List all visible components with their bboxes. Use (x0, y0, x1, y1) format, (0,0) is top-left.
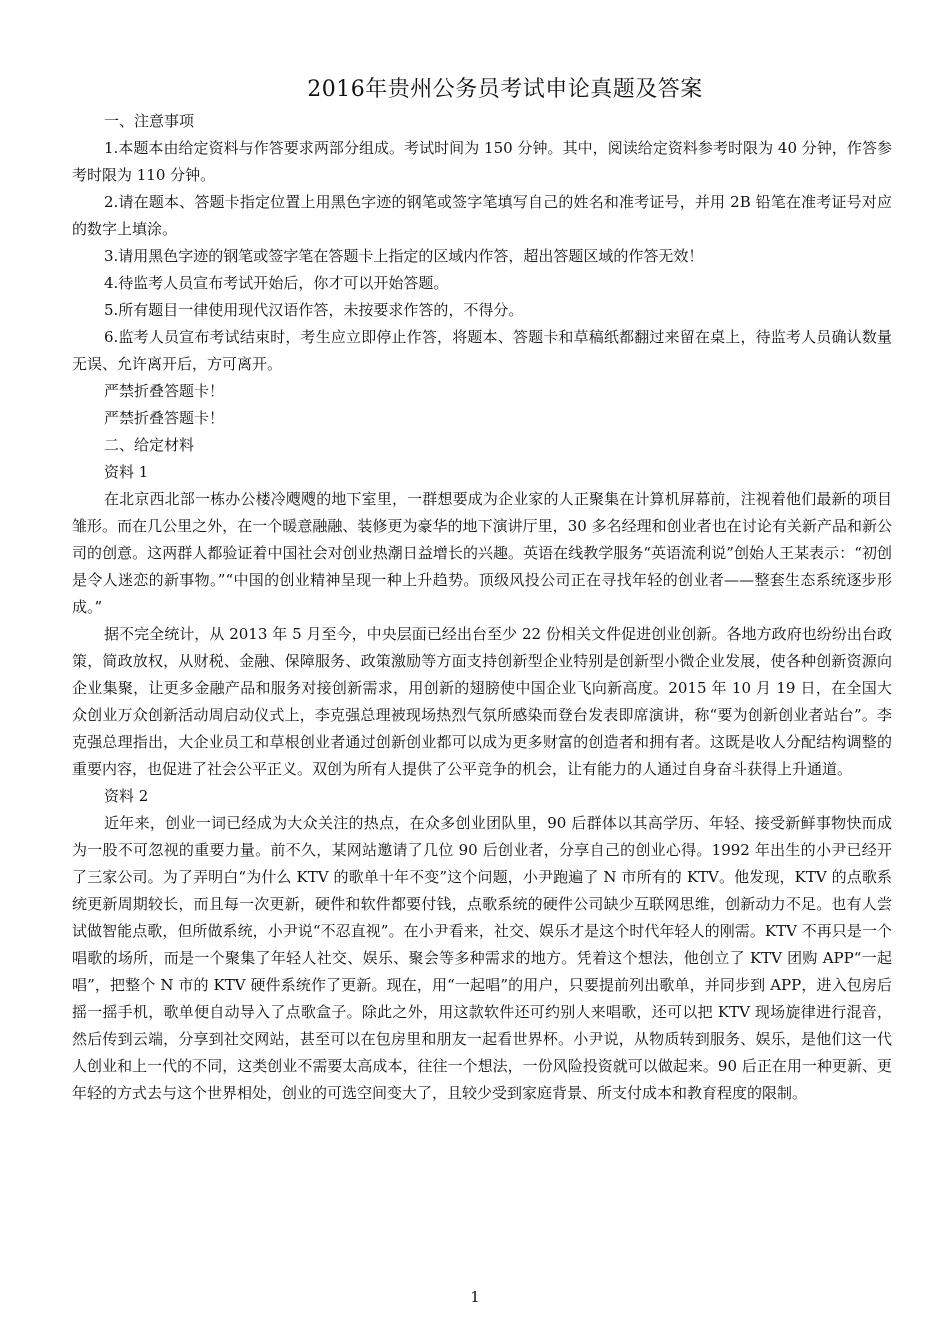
document-body (72, 108, 892, 1107)
note-item: 4.待监考人员宣布考试开始后，你才可以开始答题。 (104, 274, 449, 292)
material-2-heading: 资料 2 (104, 787, 149, 805)
material-1-heading: 资料 1 (104, 463, 149, 481)
material-1-paragraph: 据不完全统计，从 2013 年 5 月至今，中央层面已经出台至少 22 份相关文件促进创业创新。各地方政府也纷纷出台政策，简政放权，从财税、金融、保障服务、政策激励等方面支持创新型企业特别是创新型小微企业发展，使各种创新资源向企业集聚，让更多金融产品和服务对接创新需求，用创新的翅膀使中国企业飞向新高度。2015 年 10 月 19 日，在全国大众创业万众创新活动周启动仪式上，李克强总理被现场热烈气氛所感染而登台发表即席演讲，称“要为创新创业者站台”。李克强总理指出，大企业员工和草根创业者通过创新创业都可以成为更多财富的创造者和拥有者。这既是收人分配结构调整的重要内容，也促进了社会公平正义。双创为所有人提供了公平竞争的机会，让有能力的人通过自身奋斗获得上升通道。 (72, 625, 892, 778)
page-title: 2016年贵州公务员考试申论真题及答案 (307, 77, 703, 102)
note-item: 2.请在题本、答题卡指定位置上用黑色字迹的钢笔或签字笔填写自己的姓名和准考证号，并用 2B 铅笔在准考证号对应的数字上填涂。 (72, 193, 892, 238)
warning-text: 严禁折叠答题卡！ (104, 382, 225, 400)
section-heading-materials: 二、给定材料 (104, 436, 195, 454)
page-number: 1 (470, 1288, 480, 1306)
note-item: 5.所有题目一律使用现代汉语作答，未按要求作答的，不得分。 (104, 301, 524, 319)
note-item: 3.请用黑色字迹的钢笔或签字笔在答题卡上指定的区域内作答，超出答题区域的作答无效！ (104, 247, 704, 265)
material-1-paragraph: 在北京西北部一栋办公楼冷飕飕的地下室里，一群想要成为企业家的人正聚集在计算机屏幕前，注视着他们最新的项目雏形。而在几公里之外，在一个暖意融融、装修更为豪华的地下演讲厅里，30 多名经理和创业者也在讨论有关新产品和新公司的创意。这两群人都验证着中国社会对创业热潮日益增长的兴趣。英语在线教学服务“英语流利说”创始人王某表示：“初创是令人迷恋的新事物。”“中国的创业精神呈现一种上升趋势。顶级风投公司正在寻找年轻的创业者——整套生态系统逐步形成。” (72, 490, 892, 616)
section-heading-notes: 一、注意事项 (104, 112, 195, 130)
note-item: 1.本题本由给定资料与作答要求两部分组成。考试时间为 150 分钟。其中，阅读给定资料参考时限为 40 分钟，作答参考时限为 110 分钟。 (72, 139, 892, 184)
warning-text: 严禁折叠答题卡！ (104, 409, 225, 427)
material-2-paragraph: 近年来，创业一词已经成为大众关注的热点，在众多创业团队里，90 后群体以其高学历、年轻、接受新鲜事物快而成为一股不可忽视的重要力量。前不久，某网站邀请了几位 90 后创业者，分享自己的创业心得。1992 年出生的小尹已经开了三家公司。为了弄明白“为什么 KTV 的歌单十年不变”这个问题，小尹跑遍了 N 市所有的 KTV。他发现，KTV 的点歌系统更新周期较长，而且每一次更新，硬件和软件都要付钱，点歌系统的硬件公司缺少互联网思维，创新动力不足。也有人尝试做智能点歌，但所做系统，小尹说“不忍直视”。在小尹看来，社交、娱乐才是这个时代年轻人的刚需。KTV 不再只是一个唱歌的场所，而是一个聚集了年轻人社交、娱乐、聚会等多种需求的地方。凭着这个想法，他创立了 KTV 团购 APP“一起唱”，把整个 N 市的 KTV 硬件系统作了更新。现在，用“一起唱”的用户，只要提前列出歌单，并同步到 APP，进入包房后摇一摇手机，歌单便自动导入了点歌盒子。除此之外，用这款软件还可约别人来唱歌，还可以把 KTV 现场旋律进行混音，然后传到云端，分享到社交网站，甚至可以在包房里和朋友一起看世界杯。小尹说，从物质转到服务、娱乐，是他们这一代人创业和上一代的不同，这类创业不需要太高成本，往往一个想法，一份风险投资就可以做起来。90 后正在用一种更新、更年轻的方式去与这个世界相处，创业的可选空间变大了，且较少受到家庭背景、所支付成本和教育程度的限制。 (72, 814, 892, 1102)
note-item: 6.监考人员宣布考试结束时，考生应立即停止作答，将题本、答题卡和草稿纸都翻过来留在桌上，待监考人员确认数量无误、允许离开后，方可离开。 (72, 328, 892, 373)
